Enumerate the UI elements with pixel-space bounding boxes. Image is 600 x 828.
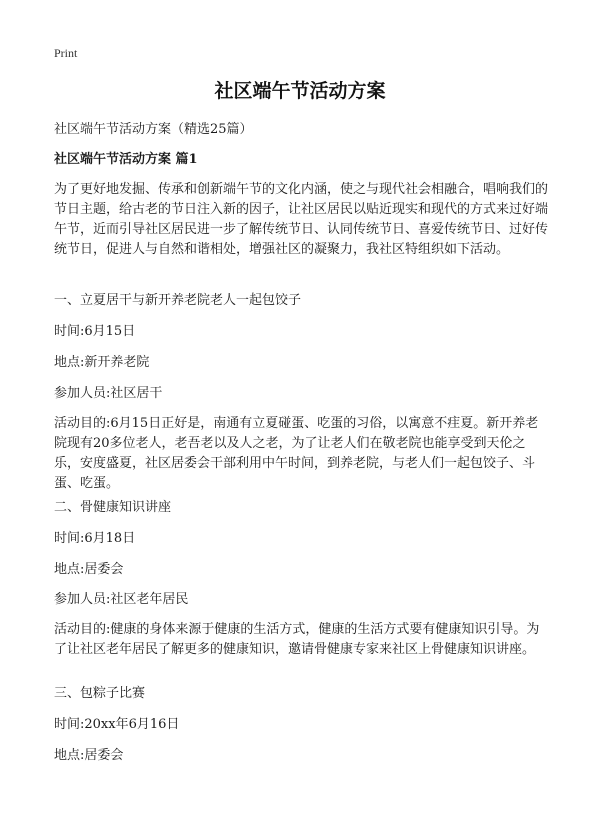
activity-2-heading: 二、骨健康知识讲座 [54,500,172,515]
activity-1-time: 时间:6月15日 [54,324,136,339]
intro-paragraph: 为了更好地发掘、传承和创新端午节的文化内涵，使之与现代社会相融合，唱响我们的节日主题，给古老的节日注入新的因子，让社区居民以贴近现实和现代的方式来过好端午节，近而引导社区居民进一步了解传统节日、认同传统节日、喜爱传统节日、过好传统节日，促进人与自然和谐相处，增强社区的凝聚力，我社区特组织如下活动。 [54,182,549,257]
activity-1-place: 地点:新开养老院 [54,355,150,370]
section-heading: 社区端午节活动方案 篇1 [54,152,198,167]
activity-3-place: 地点:居委会 [54,748,124,763]
activity-2-place: 地点:居委会 [54,562,124,577]
activity-2-purpose: 活动目的:健康的身体来源于健康的生活方式，健康的生活方式要有健康知识引导。为了让社区老年居民了解更多的健康知识，邀请骨健康专家来社区上骨健康知识讲座。 [54,622,540,657]
activity-3-time: 时间:20xx年6月16日 [54,717,180,732]
activity-1-heading: 一、立夏居干与新开养老院老人一起包饺子 [54,293,302,308]
activity-2-participants: 参加人员:社区老年居民 [54,592,189,607]
activity-3-heading: 三、包粽子比赛 [54,686,146,701]
activity-2-time: 时间:6月18日 [54,531,136,546]
document-subtitle: 社区端午节活动方案（精选25篇） [54,122,253,137]
activity-1-purpose: 活动目的:6月15日正好是，南通有立夏碰蛋、吃蛋的习俗，以寓意不疰夏。新开养老院现有20多位老人，老吾老以及人之老，为了让老人们在敬老院也能享受到天伦之乐，安度盛夏，社区居委会干部利用中午时间，到养老院，与老人们一起包饺子、斗蛋、吃蛋。 [54,416,539,491]
print-label: Print [54,46,78,60]
activity-1-participants: 参加人员:社区居干 [54,386,163,401]
page-title: 社区端午节活动方案 [214,80,386,102]
